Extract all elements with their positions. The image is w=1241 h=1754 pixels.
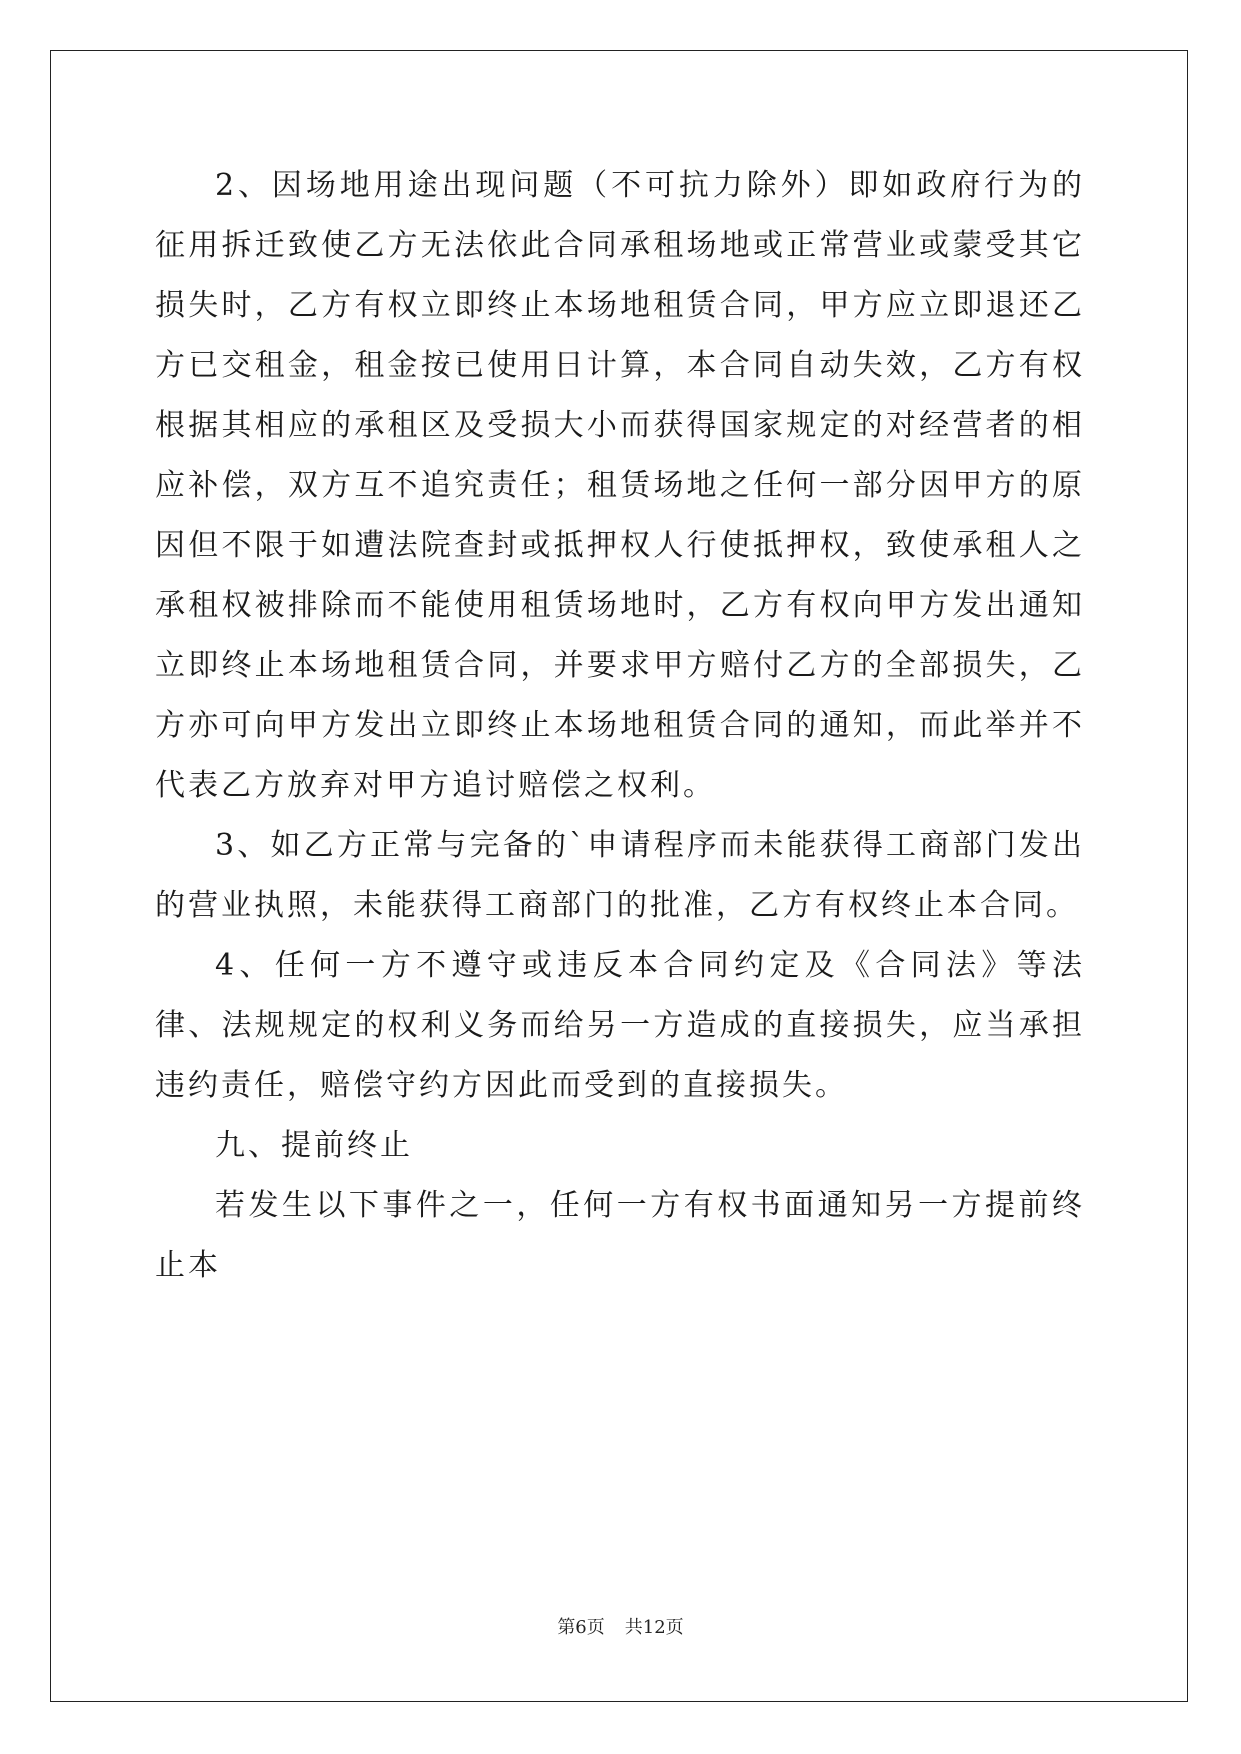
page-footer bbox=[0, 1616, 1241, 1640]
paragraph-clause-2: 2、因场地用途出现问题（不可抗力除外）即如政府行为的征用拆迁致使乙方无法依此合同承租场地或正常营业或蒙受其它损失时，乙方有权立即终止本场地租赁合同，甲方应立即退还乙方已交租金，租金按已使用日计算，本合同自动失效，乙方有权根据其相应的承租区及受损大小而获得国家规定的对经营者的相应补偿，双方互不追究责任；租赁场地之任何一部分因甲方的原因但不限于如遭法院查封或抵押权人行使抵押权，致使承租人之承租权被排除而不能使用租赁场地时，乙方有权向甲方发出通知立即终止本场地租赁合同，并要求甲方赔付乙方的全部损失，乙方亦可向甲方发出立即终止本场地租赁合同的通知，而此举并不代表乙方放弃对甲方追讨赔偿之权利。 bbox=[155, 168, 1085, 803]
document-body bbox=[155, 156, 1085, 1296]
page-total: 共12页 bbox=[624, 1617, 684, 1638]
page-number: 第6页 bbox=[557, 1617, 605, 1638]
paragraph-early-termination-intro: 若发生以下事件之一，任何一方有权书面通知另一方提前终止本 bbox=[155, 1188, 1085, 1283]
paragraph-clause-3: 3、如乙方正常与完备的`申请程序而未能获得工商部门发出的营业执照，未能获得工商部门的批准，乙方有权终止本合同。 bbox=[155, 828, 1085, 923]
paragraph-clause-4: 4、任何一方不遵守或违反本合同约定及《合同法》等法律、法规规定的权利义务而给另一方造成的直接损失，应当承担违约责任，赔偿守约方因此而受到的直接损失。 bbox=[155, 948, 1085, 1103]
section-heading-early-termination: 九、提前终止 bbox=[215, 1128, 413, 1163]
